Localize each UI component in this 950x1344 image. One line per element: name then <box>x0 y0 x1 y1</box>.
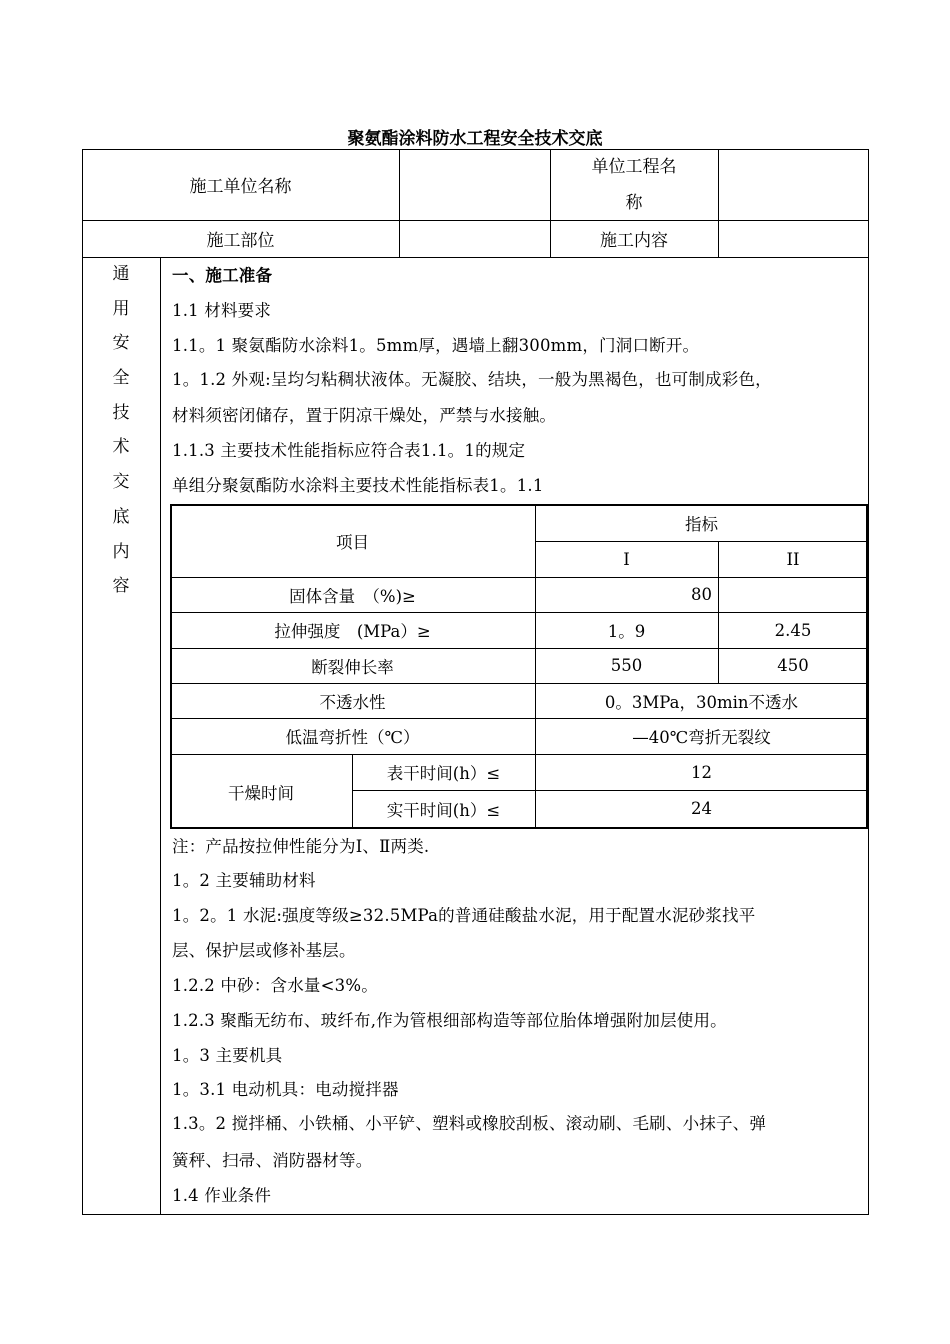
project-label-line1: 单位工程名 <box>591 156 677 177</box>
side-char: 术 <box>112 437 130 458</box>
dry-subrow-label: 实干时间(h）≤ <box>386 800 501 820</box>
body-line: 1.3。2 搅拌桶、小铁桶、小平铲、塑料或橡胶刮板、滚动刷、毛刷、小抹子、弹 <box>172 1114 767 1133</box>
side-char: 通 <box>112 264 130 284</box>
spec-row-value-g2: 450 <box>777 656 809 675</box>
spec-row-value: 80 <box>691 585 712 604</box>
body-line: 1.1 材料要求 <box>172 301 272 320</box>
body-line: 1.1.3 主要技术性能指标应符合表1.1。1的规定 <box>172 441 526 460</box>
spec-row-value: 0。3MPa，30min不透水 <box>604 692 799 712</box>
side-col-divider <box>160 257 161 1215</box>
spec-row-item: 不透水性 <box>319 692 386 712</box>
unit-name-label: 施工单位名称 <box>189 177 292 197</box>
project-label <box>550 149 718 220</box>
side-char: 安 <box>112 333 130 354</box>
body-line: 1.1。1 聚氨酯防水涂料1。5mm厚，遇墙上翻300mm，门洞口断开。 <box>172 336 700 355</box>
body-line: 材料须密闭储存，置于阴凉干燥处，严禁与水接触。 <box>172 406 557 425</box>
side-label <box>82 257 160 604</box>
project-value[interactable] <box>718 149 869 220</box>
dry-subrow-value: 12 <box>691 762 712 782</box>
body-line: 1.4 作业条件 <box>172 1186 272 1205</box>
dry-time-label: 干燥时间 <box>228 783 294 803</box>
body-line: 1。3.1 电动机具：电动搅拌器 <box>172 1080 399 1099</box>
spec-row-item: 拉伸强度 (MPa）≥ <box>274 622 431 641</box>
location-value[interactable] <box>399 220 550 257</box>
body-line: 1。2。1 水泥:强度等级≥32.5MPa的普通硅酸盐水泥，用于配置水泥砂浆找平 <box>172 906 756 925</box>
document-title: 聚氨酯涂料防水工程安全技术交底 <box>347 129 603 149</box>
body-line: 单组分聚氨酯防水涂料主要技术性能指标表1。1.1 <box>172 476 544 495</box>
body-line: 1.2.3 聚酯无纺布、玻纤布,作为管根细部构造等部位胎体增强附加层使用。 <box>172 1011 727 1030</box>
spec-row-value-g1: 550 <box>610 656 643 675</box>
spec-row-item: 断裂伸长率 <box>311 657 394 677</box>
spec-row-value: —40℃弯折无裂纹 <box>632 728 771 747</box>
dry-subrow-value: 24 <box>691 799 712 818</box>
side-char: 底 <box>112 506 130 527</box>
body-line: 1。2 主要辅助材料 <box>172 871 316 890</box>
body-line: 簧秤、扫帚、消防器材等。 <box>172 1151 373 1170</box>
body-line: 层、保护层或修补基层。 <box>172 941 356 960</box>
spec-row-item: 固体含量 （%)≥ <box>289 586 416 606</box>
spec-row-value-g2: 2.45 <box>774 620 812 640</box>
side-char: 用 <box>112 298 130 319</box>
body-line: 1。1.2 外观:呈均匀粘稠状液体。无凝胶、结块，一般为黑褐色，也可制成彩色， <box>172 370 772 389</box>
project-label-line2: 称 <box>625 192 643 213</box>
content-value[interactable] <box>718 220 869 257</box>
side-char: 交 <box>112 472 130 493</box>
spec-header-grade1: I <box>623 549 630 569</box>
spec-header-grade2: II <box>786 549 800 569</box>
unit-name-value[interactable] <box>399 149 550 220</box>
body-line: 1.2.2 中砂：含水量<3%。 <box>172 976 378 995</box>
dry-subrow-label: 表干时间(h）≤ <box>386 764 501 783</box>
side-char: 内 <box>112 541 130 562</box>
note-line: 注：产品按拉伸性能分为Ⅰ、Ⅱ两类. <box>172 837 430 856</box>
spec-row-item: 低温弯折性（℃） <box>285 728 420 747</box>
side-char: 容 <box>112 576 130 597</box>
side-char: 技 <box>112 402 130 423</box>
side-char: 全 <box>112 368 130 389</box>
spec-header-index: 指标 <box>685 514 718 534</box>
section-heading: 一、施工准备 <box>172 266 273 285</box>
location-label: 施工部位 <box>206 231 275 251</box>
header-bottom-divider <box>82 257 869 258</box>
content-label: 施工内容 <box>600 231 668 251</box>
spec-header-item: 项目 <box>336 532 369 552</box>
spec-row-value-g1: 1。9 <box>607 622 646 641</box>
body-line: 1。3 主要机具 <box>172 1046 283 1065</box>
